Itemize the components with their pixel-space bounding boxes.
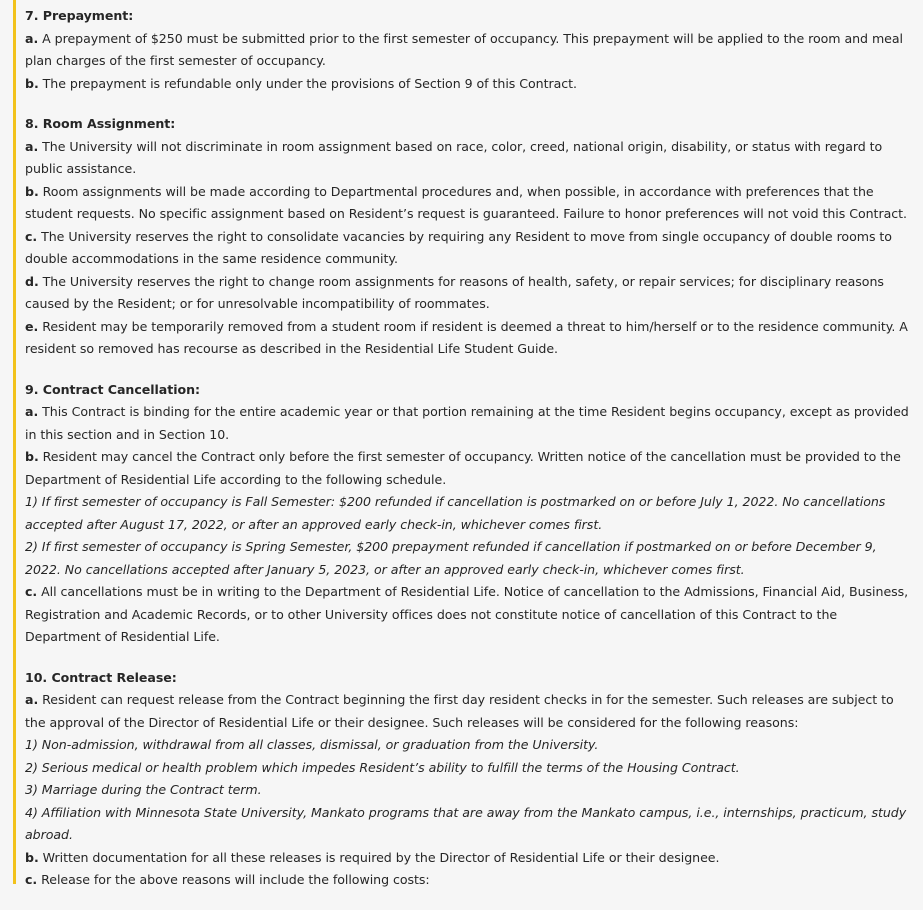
clause-label: a. bbox=[25, 692, 39, 707]
clause-text: The University reserves the right to change room assignments for reasons of health, safety, or repair services; for disciplinary reasons caused by the Resident; or for unresolvable incompatibility of roommates. bbox=[25, 273, 884, 311]
clause bbox=[25, 181, 910, 226]
clause bbox=[25, 28, 910, 73]
clause-text: The University reserves the right to consolidate vacancies by requiring any Resident to move from single occupancy of double rooms to double accommodations in the same residence community. bbox=[25, 228, 892, 266]
clause bbox=[25, 869, 910, 892]
clause-label: b. bbox=[25, 183, 39, 199]
schedule-item: 3) Marriage during the Contract term. bbox=[25, 782, 262, 797]
clause-text: Resident may cancel the Contract only before the first semester of occupancy. Written notice of the cancellation must be provided to the Department of Residential Life according to the following schedule. bbox=[25, 449, 901, 487]
clause bbox=[25, 136, 910, 181]
clause-label: b. bbox=[25, 449, 39, 464]
schedule-item: 1) If first semester of occupancy is Fall Semester: $200 refunded if cancellation is postmarked on or before July 1, 2022. No cancellations accepted after August 17, 2022, or after an approved early check-in, whichever comes first. bbox=[25, 494, 886, 532]
contract-section bbox=[25, 5, 910, 95]
clause bbox=[25, 226, 910, 271]
section-heading: 10. Contract Release: bbox=[25, 669, 177, 685]
clause-label: b. bbox=[25, 849, 39, 865]
clause bbox=[25, 689, 910, 734]
contract-section bbox=[25, 113, 910, 361]
clause-text: Room assignments will be made according to Departmental procedures and, when possible, in accordance with preferences that the student requests. No specific assignment based on Resident’s request is guaranteed. Failure to honor preferences will not void this Contract. bbox=[25, 183, 907, 221]
clause-text: Resident can request release from the Contract beginning the first day resident checks in for the semester. Such releases are subject to the approval of the Director of Residential Life or their designee. Such releases will be considered for the following reasons: bbox=[25, 692, 894, 730]
clause-label: a. bbox=[25, 138, 39, 154]
clause-label: d. bbox=[25, 273, 39, 289]
clause-label: c. bbox=[25, 584, 38, 599]
section-heading: 9. Contract Cancellation: bbox=[25, 381, 200, 397]
schedule-item: 1) Non-admission, withdrawal from all classes, dismissal, or graduation from the University. bbox=[25, 737, 599, 752]
schedule-item: 2) Serious medical or health problem which impedes Resident’s ability to fulfill the terms of the Housing Contract. bbox=[25, 759, 740, 775]
clause-text: A prepayment of $250 must be submitted prior to the first semester of occupancy. This prepayment will be applied to the room and meal plan charges of the first semester of occupancy. bbox=[25, 30, 903, 68]
clause-text: Release for the above reasons will include the following costs: bbox=[37, 872, 430, 887]
clause-text: All cancellations must be in writing to the Department of Residential Life. Notice of cancellation to the Admissions, Financial Aid, Business, Registration and Academic Records, or to other University offices does not constitute notice of cancellation of this Contract to the Department of Residential Life. bbox=[25, 584, 909, 644]
clause-text: Resident may be temporarily removed from a student room if resident is deemed a threat to him/herself or to the residence community. A resident so removed has recourse as described in the Residential Life Student Guide. bbox=[25, 318, 908, 356]
clause-text: Written documentation for all these releases is required by the Director of Residential Life or their designee. bbox=[38, 849, 720, 865]
contract-text bbox=[25, 5, 910, 910]
section-heading: 8. Room Assignment: bbox=[25, 116, 176, 131]
clause-text: This Contract is binding for the entire academic year or that portion remaining at the time Resident begins occupancy, except as provided in this section and in Section 10. bbox=[25, 404, 909, 442]
clause-label: e. bbox=[25, 318, 39, 334]
clause bbox=[25, 401, 910, 446]
clause-text: The University will not discriminate in room assignment based on race, color, creed, national origin, disability, or status with regard to public assistance. bbox=[25, 138, 883, 176]
contract-section bbox=[25, 667, 910, 892]
clause bbox=[25, 581, 910, 649]
clause-label: b. bbox=[25, 75, 39, 91]
clause-label: a. bbox=[25, 404, 39, 419]
clause bbox=[25, 271, 910, 316]
clause-label: a. bbox=[25, 30, 39, 46]
clause bbox=[25, 446, 910, 491]
clause-label: c. bbox=[25, 228, 38, 244]
schedule-item: 2) If first semester of occupancy is Spring Semester, $200 prepayment refunded if cancellation if postmarked on or before December 9, 2022. No cancellations accepted after January 5, 2023, or after an approved early check-in, whichever comes first. bbox=[25, 539, 877, 577]
section-heading: 7. Prepayment: bbox=[25, 8, 134, 23]
contract-section bbox=[25, 379, 910, 649]
clause-text: The prepayment is refundable only under the provisions of Section 9 of this Contract. bbox=[38, 75, 577, 91]
clause bbox=[25, 847, 910, 870]
schedule-item: 4) Affiliation with Minnesota State University, Mankato programs that are away from the Mankato campus, i.e., internships, practicum, study abroad. bbox=[25, 804, 907, 842]
accent-bar bbox=[13, 0, 16, 884]
clause bbox=[25, 316, 910, 361]
clause bbox=[25, 73, 910, 96]
clause-label: c. bbox=[25, 872, 38, 887]
